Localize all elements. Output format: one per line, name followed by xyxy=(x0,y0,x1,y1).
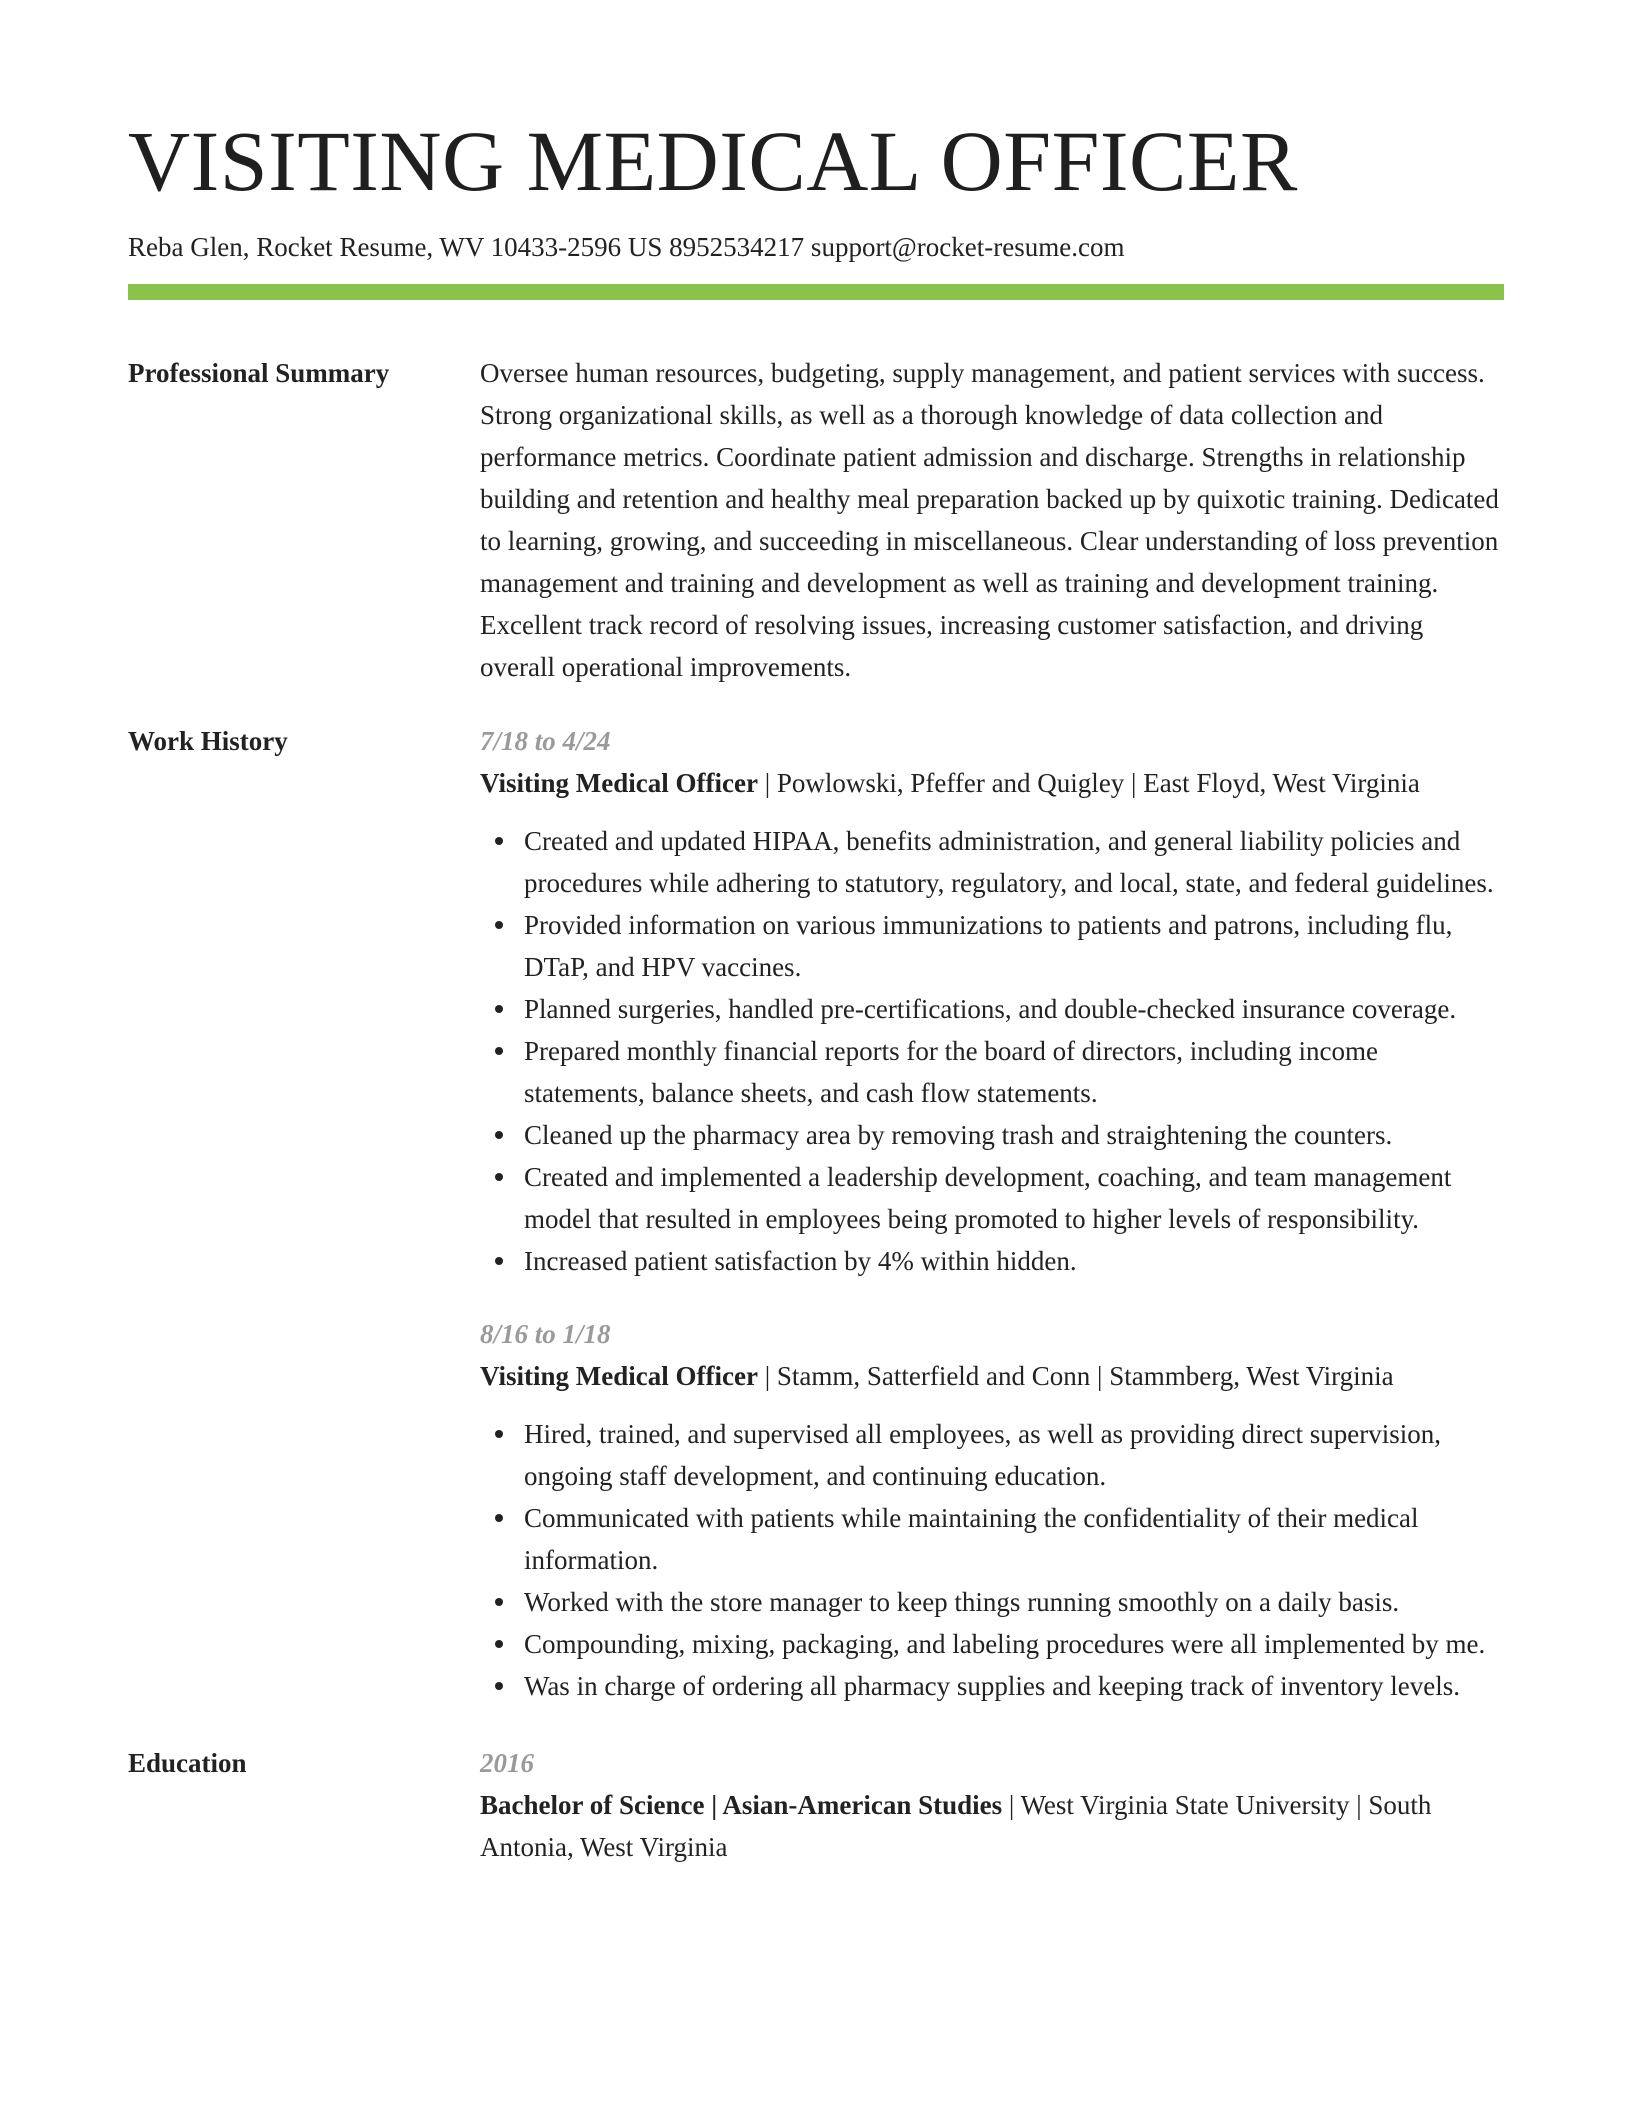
work-history-list xyxy=(480,720,1504,1707)
summary-text: Oversee human resources, budgeting, supply management, and patient services with success. Strong organizational skills, as well as a thorough knowledge of data collection and performance metrics. Coordinate patient admission and discharge. Strengths in relationship building and retention and healthy meal preparation backed up by quixotic training. Dedicated to learning, growing, and succeeding in miscellaneous. Clear understanding of loss prevention management and training and development as well as training and development training. Excellent track record of resolving issues, increasing customer satisfaction, and driving overall operational improvements. xyxy=(480,358,1499,683)
bullet-item: Communicated with patients while maintaining the confidentiality of their medical information. xyxy=(524,1497,1504,1581)
job-details: | Stamm, Satterfield and Conn | Stammberg, West Virginia xyxy=(757,1361,1394,1392)
contact-info: Reba Glen, Rocket Resume, WV 10433-2596 US 8952534217 support@rocket-resume.com xyxy=(128,232,1125,262)
bullet-item: Created and implemented a leadership development, coaching, and team management model that resulted in employees being promoted to higher levels of responsibility. xyxy=(524,1156,1504,1240)
job-heading xyxy=(480,1355,1504,1397)
education-heading xyxy=(480,1784,1504,1868)
job-details: | Powlowski, Pfeffer and Quigley | East Floyd, West Virginia xyxy=(757,768,1420,799)
bullet-item: Planned surgeries, handled pre-certifications, and double-checked insurance coverage. xyxy=(524,988,1504,1030)
education-year: 2016 xyxy=(480,1748,534,1779)
job-title: Visiting Medical Officer xyxy=(480,768,758,799)
job-bullets xyxy=(480,820,1504,1282)
bullet-item: Prepared monthly financial reports for the board of directors, including income statements, balance sheets, and cash flow statements. xyxy=(524,1030,1504,1114)
job-dates: 8/16 to 1/18 xyxy=(480,1319,611,1350)
job-entry xyxy=(480,720,1504,1282)
header-divider xyxy=(128,284,1504,300)
section-label-education: Education xyxy=(128,1748,247,1779)
resume-title: VISITING MEDICAL OFFICER xyxy=(128,113,1298,209)
job-bullets xyxy=(480,1413,1504,1707)
professional-summary-section xyxy=(128,352,1504,688)
bullet-item: Compounding, mixing, packaging, and labeling procedures were all implemented by me. xyxy=(524,1623,1504,1665)
job-heading xyxy=(480,762,1504,804)
bullet-item: Increased patient satisfaction by 4% within hidden. xyxy=(524,1240,1504,1282)
education-section xyxy=(128,1742,1504,1868)
bullet-item: Was in charge of ordering all pharmacy supplies and keeping track of inventory levels. xyxy=(524,1665,1504,1707)
section-label-summary: Professional Summary xyxy=(128,358,390,389)
education-degree: Bachelor of Science | Asian-American Studies xyxy=(480,1790,1003,1821)
work-history-section xyxy=(128,720,1504,1707)
bullet-item: Hired, trained, and supervised all employees, as well as providing direct supervision, ongoing staff development, and continuing education. xyxy=(524,1413,1504,1497)
education-entry xyxy=(480,1742,1504,1868)
bullet-item: Worked with the store manager to keep things running smoothly on a daily basis. xyxy=(524,1581,1504,1623)
resume-page xyxy=(128,113,1504,1868)
section-label-work: Work History xyxy=(128,726,288,757)
bullet-item: Provided information on various immunizations to patients and patrons, including flu, DTaP, and HPV vaccines. xyxy=(524,904,1504,988)
education-details: | West Virginia State University | South Antonia, West Virginia xyxy=(480,1790,1432,1863)
job-entry xyxy=(480,1313,1504,1707)
job-dates: 7/18 to 4/24 xyxy=(480,726,611,757)
job-title: Visiting Medical Officer xyxy=(480,1361,758,1392)
bullet-item: Created and updated HIPAA, benefits administration, and general liability policies and procedures while adhering to statutory, regulatory, and local, state, and federal guidelines. xyxy=(524,820,1504,904)
bullet-item: Cleaned up the pharmacy area by removing trash and straightening the counters. xyxy=(524,1114,1504,1156)
